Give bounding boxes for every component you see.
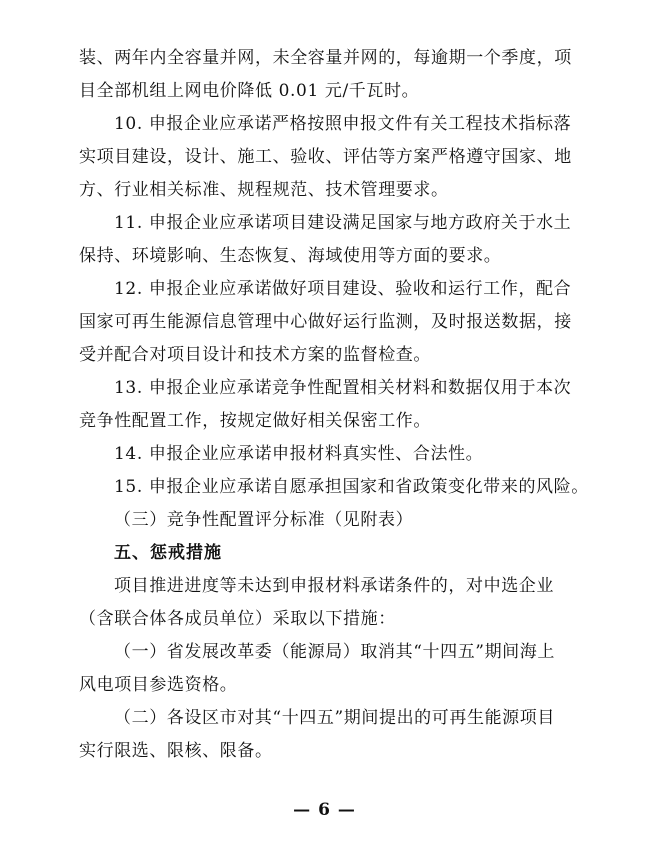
body-line: 11. 申报企业应承诺项目建设满足国家与地方政府关于水土 [114,213,572,233]
body-line: 15. 申报企业应承诺自愿承担国家和省政策变化带来的风险。 [114,477,589,497]
body-line: （一）省发展改革委（能源局）取消其“十四五”期间海上 [114,642,555,662]
body-line: 目全部机组上网电价降低 0.01 元/千瓦时。 [79,81,420,101]
section-subheading: （三）竞争性配置评分标准（见附表） [114,510,414,530]
body-line: 10. 申报企业应承诺严格按照申报文件有关工程技术指标落 [114,114,572,134]
body-line: 竞争性配置工作，按规定做好相关保密工作。 [79,411,431,431]
body-line: 保持、环境影响、生态恢复、海域使用等方面的要求。 [79,246,502,266]
body-line: 12. 申报企业应承诺做好项目建设、验收和运行工作，配合 [114,279,572,299]
body-line: （含联合体各成员单位）采取以下措施： [79,609,396,629]
body-line: 国家可再生能源信息管理中心做好运行监测，及时报送数据，接 [79,312,572,332]
body-line: 项目推进进度等未达到申报材料承诺条件的，对中选企业 [114,576,554,596]
section-heading: 五、惩戒措施 [114,543,222,563]
body-line: 方、行业相关标准、规程规范、技术管理要求。 [79,180,449,200]
body-line: 实项目建设，设计、施工、验收、评估等方案严格遵守国家、地 [79,147,572,167]
body-line: 风电项目参选资格。 [79,675,238,695]
body-line: 14. 申报企业应承诺申报材料真实性、合法性。 [114,444,484,464]
body-line: 受并配合对项目设计和技术方案的监督检查。 [79,345,431,365]
body-line: 装、两年内全容量并网，未全容量并网的，每逾期一个季度，项 [79,48,572,68]
body-line: 实行限选、限核、限备。 [79,741,273,761]
body-line: （二）各设区市对其“十四五”期间提出的可再生能源项目 [114,708,555,728]
body-line: 13. 申报企业应承诺竞争性配置相关材料和数据仅用于本次 [114,378,572,398]
page-number: — 6 — [293,800,356,820]
